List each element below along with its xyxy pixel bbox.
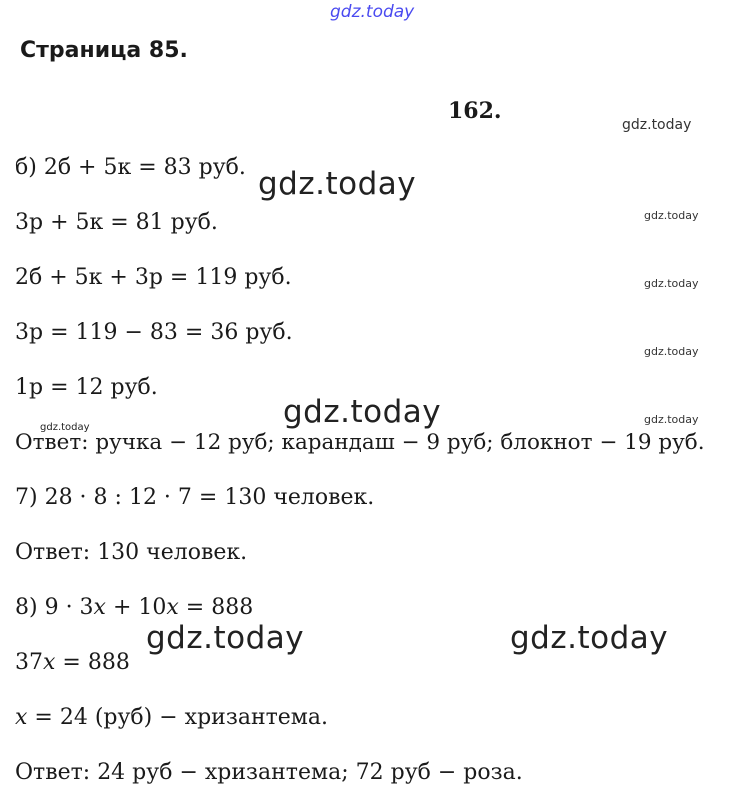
watermark-top: gdz.today (330, 2, 415, 22)
solution-line: 8) 9 · 3𝑥 + 10𝑥 = 888 (15, 595, 254, 620)
answer-line: Ответ: ручка − 12 руб; карандаш − 9 руб; блокнот − 19 руб. (15, 430, 705, 455)
answer-line: Ответ: 24 руб − хризантема; 72 руб − роза. (15, 760, 523, 785)
solution-line: 𝑥 = 24 (руб) − хризантема. (15, 705, 329, 730)
solution-line: б) 2б + 5к = 83 руб. (15, 155, 246, 180)
solution-line: 1р = 12 руб. (15, 375, 158, 400)
watermark: gdz.today (40, 422, 90, 433)
watermark: gdz.today (146, 620, 305, 656)
watermark: gdz.today (644, 413, 699, 426)
watermark: gdz.today (622, 117, 692, 133)
solution-line: 37𝑥 = 888 (15, 650, 130, 675)
watermark: gdz.today (258, 166, 417, 202)
solution-line: 3р = 119 − 83 = 36 руб. (15, 320, 293, 345)
solution-line: 7) 28 · 8 : 12 · 7 = 130 человек. (15, 485, 375, 510)
watermark: gdz.today (644, 209, 699, 222)
watermark: gdz.today (644, 345, 699, 358)
watermark: gdz.today (644, 277, 699, 290)
task-number: 162. (448, 98, 502, 124)
answer-line: Ответ: 130 человек. (15, 540, 248, 565)
solution-line: 2б + 5к + 3р = 119 руб. (15, 265, 292, 290)
watermark: gdz.today (510, 620, 669, 656)
page-title: Страница 85. (20, 38, 188, 63)
watermark: gdz.today (283, 394, 442, 430)
solution-line: 3р + 5к = 81 руб. (15, 210, 218, 235)
